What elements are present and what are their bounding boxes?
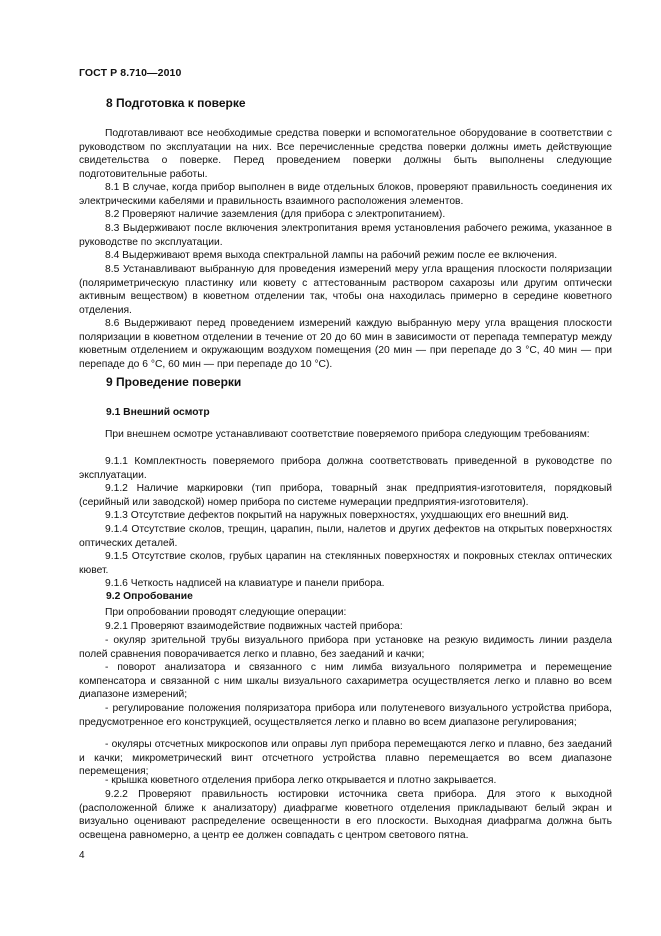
- list-item: - поворот анализатора и связанного с ним лимба визуального поляриметра и перемещение компенсатора и связанной с ним шкалы визуального сахариметра осуществляется легко и плавно во всем диапазоне измерений;: [79, 662, 612, 701]
- subsection-9-1-title: 9.1 Внешний осмотр: [106, 407, 210, 418]
- subsection-9-2-title: 9.2 Опробование: [106, 591, 193, 602]
- paragraph: 9.1.1 Комплектность поверяемого прибора должна соответствовать приведенной в руководстве по эксплуатации.: [79, 456, 612, 481]
- section-8-title: 8 Подготовка к поверке: [106, 96, 246, 110]
- paragraph: При опробовании проводят следующие операции:: [105, 607, 347, 618]
- paragraph: 9.2.1 Проверяют взаимодействие подвижных частей прибора:: [105, 621, 403, 632]
- paragraph: 8.2 Проверяют наличие заземления (для прибора с электропитанием).: [105, 209, 446, 220]
- paragraph: 8.5 Устанавливают выбранную для проведения измерений меру угла вращения плоскости поляризации (поляриметрическую пластинку или кювету с аттестованным раствором сахарозы или другим оптически активным веществом) в кюветном отделении так, чтобы она находилась примерно в середине кюветного отделения.: [79, 264, 612, 316]
- paragraph: 9.1.3 Отсутствие дефектов покрытий на наружных поверхностях, ухудшающих его внешний вид.: [105, 510, 569, 521]
- paragraph: 9.2.2 Проверяют правильность юстировки источника света прибора. Для этого к выходной (расположенной ближе к анализатору) диафрагме кюветного отделения прикладывают белый экран и визуально оценивают распределение освещенности в его плоскости. Выходная диафрагма должна быть освещена равномерно, а центр ее должен совпадать с центром светового пятна.: [79, 789, 612, 841]
- document-header: ГОСТ Р 8.710—2010: [79, 67, 182, 79]
- list-item: - окуляры отсчетных микроскопов или оправы луп прибора перемещаются легко и плавно, без заеданий и качки; микрометрический винт отсчетного устройства плавно перемещается во всем диапазоне перемещения;: [79, 739, 612, 778]
- paragraph: 8.3 Выдерживают после включения электропитания время установления рабочего режима, указанное в руководстве по эксплуатации.: [79, 223, 612, 248]
- paragraph: 9.1.6 Четкость надписей на клавиатуре и панели прибора.: [105, 578, 385, 589]
- paragraph: 8.6 Выдерживают перед проведением измерений каждую выбранную меру угла вращения плоскости поляризации в кюветном отделении в течение от 20 до 60 мин в зависимости от перепада температур между кюветным отделением и окружающим воздухом помещения (20 мин — при перепаде до 3 °С, 40 мин — при перепаде до 6 °С, 60 мин — при перепаде до 10 °С).: [79, 318, 612, 370]
- section-9-title: 9 Проведение поверки: [106, 375, 242, 389]
- page-number: 4: [79, 850, 85, 861]
- list-item: - окуляр зрительной трубы визуального прибора при установке на резкую видимость линии раздела полей сравнения поворачивается легко и плавно, без заеданий и качки;: [79, 635, 612, 660]
- paragraph: 9.1.2 Наличие маркировки (тип прибора, товарный знак предприятия-изготовителя, порядковый (серийный или заводской) номер прибора по системе нумерации предприятия-изготовителя).: [79, 483, 612, 508]
- list-item: - регулирование положения поляризатора прибора или полутеневого визуального устройства прибора, предусмотренное его конструкцией, осуществляется легко и плавно во всем диапазоне регулирования;: [79, 703, 612, 728]
- paragraph: 8.1 В случае, когда прибор выполнен в виде отдельных блоков, проверяют правильность соединения их электрическими кабелями и правильность взаимного расположения элементов.: [79, 182, 612, 207]
- paragraph: 9.1.4 Отсутствие сколов, трещин, царапин, пыли, налетов и других дефектов на открытых поверхностях оптических деталей.: [79, 524, 612, 549]
- list-item: - крышка кюветного отделения прибора легко открывается и плотно закрывается.: [105, 775, 497, 786]
- paragraph: Подготавливают все необходимые средства поверки и вспомогательное оборудование в соответствии с руководством по эксплуатации на них. Все перечисленные средства поверки должны иметь действующие свидетельства о поверке. Перед проведением поверки должны быть выполнены следующие подготовительные работы.: [79, 128, 612, 180]
- paragraph: 9.1.5 Отсутствие сколов, грубых царапин на стеклянных поверхностях и покровных стеклах оптических кювет.: [79, 551, 612, 576]
- paragraph: 8.4 Выдерживают время выхода спектральной лампы на рабочий режим после ее включения.: [105, 250, 558, 261]
- paragraph: При внешнем осмотре устанавливают соответствие поверяемого прибора следующим требованиям:: [105, 429, 590, 440]
